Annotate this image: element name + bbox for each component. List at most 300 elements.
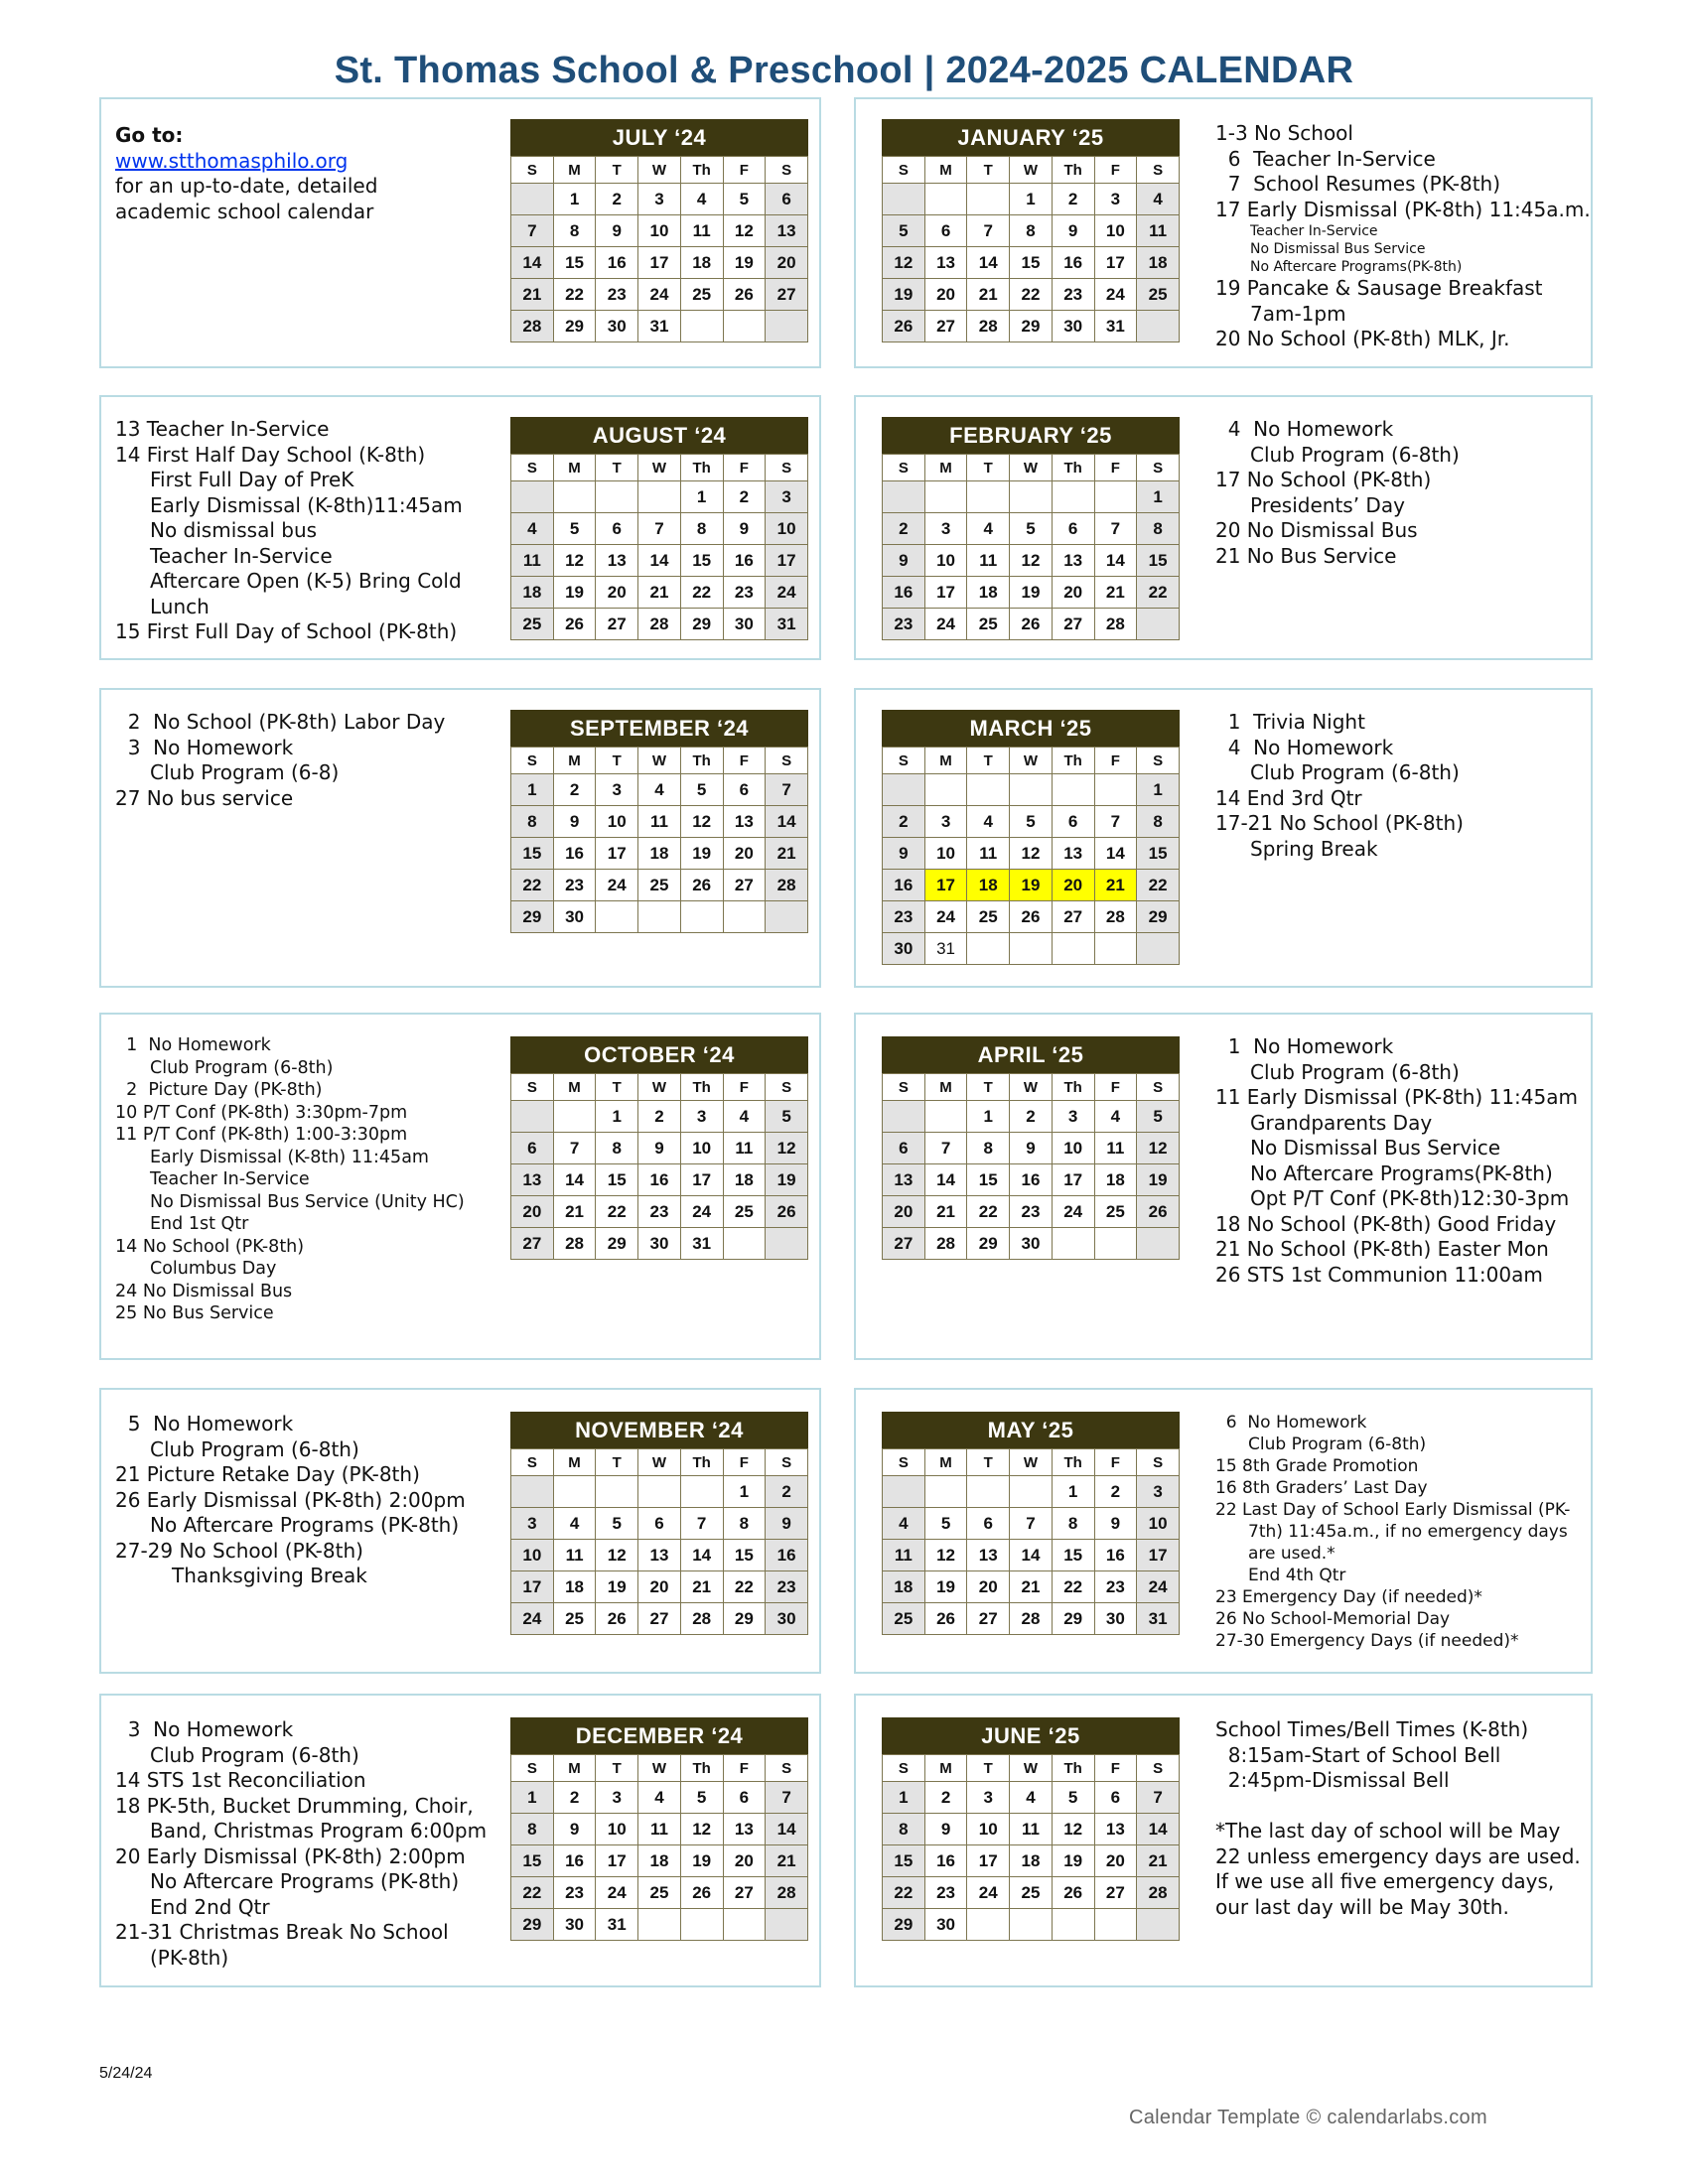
day-cell: 18 bbox=[967, 577, 1010, 609]
day-cell: 18 bbox=[883, 1571, 925, 1603]
note-line: our last day will be May 30th. bbox=[1215, 1894, 1509, 1919]
day-cell: 6 bbox=[1052, 806, 1094, 838]
day-cell: 28 bbox=[766, 1877, 808, 1909]
day-cell: 13 bbox=[883, 1164, 925, 1196]
day-cell: 11 bbox=[883, 1540, 925, 1571]
day-cell: 16 bbox=[638, 1164, 681, 1196]
day-cell: 6 bbox=[766, 184, 808, 215]
day-cell: 17 bbox=[638, 247, 681, 279]
day-cell: 27 bbox=[1052, 609, 1094, 640]
day-cell: 1 bbox=[967, 1101, 1010, 1133]
day-cell: 22 bbox=[723, 1571, 766, 1603]
day-cell: 12 bbox=[680, 806, 723, 838]
day-cell: 27 bbox=[1052, 901, 1094, 933]
note-line: 6 Teacher In-Service bbox=[1215, 146, 1436, 171]
weekday-header: F bbox=[1094, 157, 1137, 184]
calendar-grid bbox=[882, 747, 1180, 965]
weekday-header: F bbox=[723, 157, 766, 184]
empty-day-cell bbox=[1094, 481, 1137, 513]
day-cell: 2 bbox=[883, 513, 925, 545]
day-cell: 30 bbox=[1052, 311, 1094, 342]
note-line: 21 No Bus Service bbox=[1215, 543, 1397, 568]
day-cell: 28 bbox=[1010, 1603, 1053, 1635]
day-cell: 11 bbox=[638, 1814, 681, 1845]
day-cell: 4 bbox=[638, 774, 681, 806]
weekday-header: Th bbox=[1052, 1755, 1094, 1782]
empty-day-cell bbox=[1137, 1228, 1180, 1260]
day-cell: 10 bbox=[1052, 1133, 1094, 1164]
day-cell: 16 bbox=[553, 1845, 596, 1877]
day-cell: 19 bbox=[924, 1571, 967, 1603]
day-cell: 22 bbox=[553, 279, 596, 311]
day-cell: 28 bbox=[511, 311, 554, 342]
day-cell: 31 bbox=[1137, 1603, 1180, 1635]
day-cell: 29 bbox=[1010, 311, 1053, 342]
month-title: APRIL ‘25 bbox=[882, 1036, 1180, 1073]
empty-day-cell bbox=[680, 901, 723, 933]
day-cell: 12 bbox=[680, 1814, 723, 1845]
day-cell: 17 bbox=[967, 1845, 1010, 1877]
day-cell: 20 bbox=[883, 1196, 925, 1228]
weekday-header: F bbox=[723, 1755, 766, 1782]
day-cell: 23 bbox=[1010, 1196, 1053, 1228]
note-line: 7th) 11:45a.m., if no emergency days bbox=[1248, 1522, 1568, 1542]
empty-day-cell bbox=[723, 901, 766, 933]
day-cell: 17 bbox=[680, 1164, 723, 1196]
day-cell: 10 bbox=[511, 1540, 554, 1571]
note-line: 1 No Homework bbox=[1215, 1034, 1394, 1058]
may-box bbox=[854, 1388, 1593, 1674]
day-cell: 1 bbox=[596, 1101, 638, 1133]
day-cell: 1 bbox=[680, 481, 723, 513]
day-cell: 11 bbox=[680, 215, 723, 247]
day-cell: 10 bbox=[596, 806, 638, 838]
day-cell: 7 bbox=[766, 774, 808, 806]
day-cell: 12 bbox=[883, 247, 925, 279]
empty-day-cell bbox=[1052, 1909, 1094, 1941]
day-cell: 16 bbox=[883, 577, 925, 609]
day-cell: 25 bbox=[1094, 1196, 1137, 1228]
june-box bbox=[854, 1694, 1593, 1987]
note-line: 15 First Full Day of School (PK-8th) bbox=[115, 619, 458, 643]
note-line: Club Program (6-8th) bbox=[150, 1742, 359, 1767]
empty-day-cell bbox=[553, 1101, 596, 1133]
weekday-header: Th bbox=[1052, 1074, 1094, 1101]
note-line: 22 Last Day of School Early Dismissal (PK- bbox=[1215, 1500, 1571, 1520]
day-cell: 1 bbox=[1052, 1476, 1094, 1508]
day-cell: 2 bbox=[596, 184, 638, 215]
day-cell: 5 bbox=[766, 1101, 808, 1133]
day-cell: 4 bbox=[511, 513, 554, 545]
weekday-header: Th bbox=[680, 1074, 723, 1101]
school-website-link[interactable]: www.stthomasphilo.org bbox=[115, 148, 349, 173]
day-cell: 26 bbox=[1010, 609, 1053, 640]
day-cell: 27 bbox=[596, 609, 638, 640]
day-cell: 10 bbox=[1137, 1508, 1180, 1540]
day-cell: 4 bbox=[723, 1101, 766, 1133]
note-line: 13 Teacher In-Service bbox=[115, 417, 330, 441]
weekday-header: W bbox=[1010, 748, 1053, 774]
day-cell: 8 bbox=[1010, 215, 1053, 247]
weekday-header: T bbox=[596, 157, 638, 184]
day-cell: 7 bbox=[967, 215, 1010, 247]
note-line: 14 End 3rd Qtr bbox=[1215, 785, 1362, 810]
day-cell: 27 bbox=[1094, 1877, 1137, 1909]
day-cell: 18 bbox=[680, 247, 723, 279]
day-cell: 20 bbox=[511, 1196, 554, 1228]
day-cell: 23 bbox=[723, 577, 766, 609]
day-cell: 15 bbox=[1137, 545, 1180, 577]
day-cell: 9 bbox=[553, 806, 596, 838]
day-cell: 16 bbox=[723, 545, 766, 577]
note-line: 18 PK-5th, Bucket Drumming, Choir, bbox=[115, 1793, 474, 1818]
day-cell: 29 bbox=[883, 1909, 925, 1941]
day-cell: 5 bbox=[680, 774, 723, 806]
day-cell: 27 bbox=[723, 870, 766, 901]
day-cell: 28 bbox=[766, 870, 808, 901]
empty-day-cell bbox=[967, 933, 1010, 965]
day-cell: 30 bbox=[596, 311, 638, 342]
weekday-header: M bbox=[553, 455, 596, 481]
day-cell: 16 bbox=[596, 247, 638, 279]
day-cell: 26 bbox=[596, 1603, 638, 1635]
note-line: Early Dismissal (K-8th) 11:45am bbox=[150, 1147, 429, 1167]
month-calendar bbox=[510, 1036, 808, 1260]
note-line: Club Program (6-8th) bbox=[1250, 1059, 1460, 1084]
calendar-grid bbox=[882, 454, 1180, 640]
day-cell: 29 bbox=[596, 1228, 638, 1260]
empty-day-cell bbox=[967, 774, 1010, 806]
note-line: 7 School Resumes (PK-8th) bbox=[1215, 172, 1501, 196]
day-cell: 18 bbox=[1010, 1845, 1053, 1877]
day-cell: 6 bbox=[883, 1133, 925, 1164]
day-cell: 16 bbox=[553, 838, 596, 870]
day-cell: 14 bbox=[967, 247, 1010, 279]
empty-day-cell bbox=[553, 1476, 596, 1508]
note-line: 6 No Homework bbox=[1215, 1413, 1367, 1433]
weekday-header: M bbox=[924, 748, 967, 774]
empty-day-cell bbox=[511, 481, 554, 513]
note-line: 17 No School (PK-8th) bbox=[1215, 468, 1432, 491]
empty-day-cell bbox=[680, 311, 723, 342]
day-cell: 9 bbox=[1010, 1133, 1053, 1164]
weekday-header: M bbox=[924, 1074, 967, 1101]
note-line: 26 No School-Memorial Day bbox=[1215, 1609, 1451, 1629]
day-cell: 6 bbox=[924, 215, 967, 247]
day-cell: 30 bbox=[553, 901, 596, 933]
day-cell: 12 bbox=[766, 1133, 808, 1164]
empty-day-cell bbox=[1094, 1228, 1137, 1260]
weekday-header: F bbox=[723, 748, 766, 774]
day-cell: 31 bbox=[766, 609, 808, 640]
day-cell: 8 bbox=[680, 513, 723, 545]
weekday-header: S bbox=[766, 1449, 808, 1476]
note-line: Presidents’ Day bbox=[1250, 492, 1405, 517]
day-cell: 11 bbox=[967, 838, 1010, 870]
july-notes bbox=[115, 123, 463, 224]
day-cell: 25 bbox=[638, 1877, 681, 1909]
day-cell: 11 bbox=[1137, 215, 1180, 247]
empty-day-cell bbox=[1010, 1909, 1053, 1941]
note-line: 18 No School (PK-8th) Good Friday bbox=[1215, 1211, 1557, 1236]
day-cell: 28 bbox=[638, 609, 681, 640]
day-cell: 13 bbox=[638, 1540, 681, 1571]
day-cell: 27 bbox=[638, 1603, 681, 1635]
day-cell: 5 bbox=[883, 215, 925, 247]
note-line: 1 Trivia Night bbox=[1215, 710, 1365, 734]
note-line: Club Program (6-8th) bbox=[1250, 760, 1460, 784]
day-cell: 13 bbox=[723, 1814, 766, 1845]
day-cell: 24 bbox=[924, 609, 967, 640]
note-line: 8:15am-Start of School Bell bbox=[1215, 1742, 1501, 1767]
day-cell: 31 bbox=[924, 933, 967, 965]
weekday-header: S bbox=[766, 748, 808, 774]
day-cell: 20 bbox=[1052, 870, 1094, 901]
day-cell: 15 bbox=[553, 247, 596, 279]
day-cell: 25 bbox=[1010, 1877, 1053, 1909]
day-cell: 24 bbox=[680, 1196, 723, 1228]
day-cell: 14 bbox=[1137, 1814, 1180, 1845]
day-cell: 11 bbox=[511, 545, 554, 577]
day-cell: 12 bbox=[1010, 838, 1053, 870]
month-title: OCTOBER ‘24 bbox=[510, 1036, 808, 1073]
note-line: 21-31 Christmas Break No School bbox=[115, 1920, 449, 1944]
day-cell: 26 bbox=[766, 1196, 808, 1228]
day-cell: 28 bbox=[1137, 1877, 1180, 1909]
month-title: NOVEMBER ‘24 bbox=[510, 1412, 808, 1448]
day-cell: 20 bbox=[1094, 1845, 1137, 1877]
weekday-header: M bbox=[553, 748, 596, 774]
day-cell: 18 bbox=[723, 1164, 766, 1196]
day-cell: 29 bbox=[553, 311, 596, 342]
day-cell: 19 bbox=[553, 577, 596, 609]
day-cell: 14 bbox=[638, 545, 681, 577]
month-calendar bbox=[882, 417, 1180, 640]
day-cell: 9 bbox=[883, 545, 925, 577]
day-cell: 7 bbox=[766, 1782, 808, 1814]
day-cell: 23 bbox=[883, 609, 925, 640]
empty-day-cell bbox=[511, 1476, 554, 1508]
day-cell: 13 bbox=[723, 806, 766, 838]
day-cell: 2 bbox=[1010, 1101, 1053, 1133]
empty-day-cell bbox=[766, 311, 808, 342]
weekday-header: S bbox=[511, 1755, 554, 1782]
day-cell: 26 bbox=[680, 1877, 723, 1909]
day-cell: 29 bbox=[1052, 1603, 1094, 1635]
day-cell: 7 bbox=[638, 513, 681, 545]
day-cell: 13 bbox=[1052, 545, 1094, 577]
day-cell: 4 bbox=[967, 513, 1010, 545]
day-cell: 21 bbox=[924, 1196, 967, 1228]
day-cell: 23 bbox=[638, 1196, 681, 1228]
day-cell: 18 bbox=[511, 577, 554, 609]
note-line: 11 P/T Conf (PK-8th) 1:00-3:30pm bbox=[115, 1125, 408, 1145]
note-line: No Aftercare Programs (PK-8th) bbox=[150, 1513, 460, 1537]
empty-day-cell bbox=[883, 481, 925, 513]
weekday-header: W bbox=[1010, 157, 1053, 184]
month-calendar bbox=[882, 710, 1180, 965]
day-cell: 23 bbox=[1094, 1571, 1137, 1603]
day-cell: 7 bbox=[924, 1133, 967, 1164]
day-cell: 11 bbox=[638, 806, 681, 838]
note-line: No Aftercare Programs (PK-8th) bbox=[150, 1869, 460, 1893]
day-cell: 7 bbox=[1094, 806, 1137, 838]
day-cell: 17 bbox=[1052, 1164, 1094, 1196]
weekday-header: Th bbox=[680, 1755, 723, 1782]
note-line: 20 No Dismissal Bus bbox=[1215, 518, 1418, 542]
note-line: 10 P/T Conf (PK-8th) 3:30pm-7pm bbox=[115, 1102, 408, 1123]
note-line: 2:45pm-Dismissal Bell bbox=[1215, 1768, 1450, 1792]
day-cell: 12 bbox=[723, 215, 766, 247]
empty-day-cell bbox=[967, 1476, 1010, 1508]
day-cell: 18 bbox=[553, 1571, 596, 1603]
day-cell: 7 bbox=[553, 1133, 596, 1164]
empty-day-cell bbox=[1137, 609, 1180, 640]
day-cell: 19 bbox=[1137, 1164, 1180, 1196]
day-cell: 21 bbox=[1137, 1845, 1180, 1877]
day-cell: 2 bbox=[766, 1476, 808, 1508]
note-line: 17-21 No School (PK-8th) bbox=[1215, 811, 1464, 835]
day-cell: 24 bbox=[596, 1877, 638, 1909]
day-cell: 15 bbox=[596, 1164, 638, 1196]
day-cell: 21 bbox=[1010, 1571, 1053, 1603]
day-cell: 11 bbox=[553, 1540, 596, 1571]
note-line: 2 Picture Day (PK-8th) bbox=[115, 1080, 323, 1100]
month-calendar bbox=[882, 119, 1180, 342]
day-cell: 23 bbox=[924, 1877, 967, 1909]
calendar-grid bbox=[510, 1073, 808, 1260]
weekday-header: S bbox=[1137, 1074, 1180, 1101]
note-line: No dismissal bus bbox=[150, 518, 318, 542]
day-cell: 26 bbox=[924, 1603, 967, 1635]
day-cell: 12 bbox=[924, 1540, 967, 1571]
day-cell: 15 bbox=[511, 1845, 554, 1877]
day-cell: 5 bbox=[1137, 1101, 1180, 1133]
weekday-header: S bbox=[1137, 157, 1180, 184]
note-line: School Times/Bell Times (K-8th) bbox=[1215, 1717, 1529, 1741]
note-line: 26 STS 1st Communion 11:00am bbox=[1215, 1262, 1543, 1287]
weekday-header: S bbox=[766, 157, 808, 184]
note-line: Club Program (6-8th) bbox=[1248, 1434, 1427, 1454]
day-cell: 15 bbox=[883, 1845, 925, 1877]
note-line: 4 No Homework bbox=[1215, 735, 1394, 759]
day-cell: 31 bbox=[1094, 311, 1137, 342]
day-cell: 29 bbox=[511, 1909, 554, 1941]
month-calendar bbox=[882, 1717, 1180, 1941]
empty-day-cell bbox=[967, 1909, 1010, 1941]
weekday-header: S bbox=[883, 1074, 925, 1101]
march-box bbox=[854, 688, 1593, 988]
day-cell: 1 bbox=[1010, 184, 1053, 215]
note-line: End 4th Qtr bbox=[1248, 1566, 1346, 1585]
day-cell: 7 bbox=[1137, 1782, 1180, 1814]
empty-day-cell bbox=[723, 311, 766, 342]
weekday-header: W bbox=[638, 748, 681, 774]
month-calendar bbox=[510, 1412, 808, 1635]
day-cell: 25 bbox=[723, 1196, 766, 1228]
empty-day-cell bbox=[1094, 1909, 1137, 1941]
day-cell: 4 bbox=[680, 184, 723, 215]
day-cell: 22 bbox=[1010, 279, 1053, 311]
may-notes bbox=[1215, 1412, 1588, 1652]
empty-day-cell bbox=[924, 774, 967, 806]
calendar-grid bbox=[882, 1754, 1180, 1941]
day-cell: 21 bbox=[553, 1196, 596, 1228]
note-line: 27-29 No School (PK-8th) bbox=[115, 1538, 363, 1563]
day-cell: 23 bbox=[596, 279, 638, 311]
empty-day-cell bbox=[766, 1909, 808, 1941]
note-line: are used.* bbox=[1248, 1544, 1336, 1564]
day-cell: 29 bbox=[967, 1228, 1010, 1260]
weekday-header: Th bbox=[1052, 455, 1094, 481]
calendar-grid bbox=[510, 156, 808, 342]
day-cell: 4 bbox=[1094, 1101, 1137, 1133]
day-cell: 6 bbox=[723, 774, 766, 806]
weekday-header: W bbox=[638, 1755, 681, 1782]
note-line: 17 Early Dismissal (PK-8th) 11:45a.m. bbox=[1215, 197, 1591, 221]
note-line: 26 Early Dismissal (PK-8th) 2:00pm bbox=[115, 1487, 466, 1512]
empty-day-cell bbox=[967, 481, 1010, 513]
note-line: Columbus Day bbox=[150, 1259, 277, 1279]
day-cell: 21 bbox=[638, 577, 681, 609]
day-cell: 3 bbox=[680, 1101, 723, 1133]
day-cell: 26 bbox=[680, 870, 723, 901]
day-cell: 4 bbox=[1137, 184, 1180, 215]
empty-day-cell bbox=[1137, 933, 1180, 965]
day-cell: 6 bbox=[511, 1133, 554, 1164]
weekday-header: S bbox=[883, 748, 925, 774]
day-cell: 30 bbox=[723, 609, 766, 640]
day-cell: 15 bbox=[1010, 247, 1053, 279]
note-line: Teacher In-Service bbox=[1250, 223, 1378, 239]
note-line: 21 No School (PK-8th) Easter Mon bbox=[1215, 1237, 1549, 1261]
note-line: Lunch bbox=[150, 594, 210, 618]
note-line: 2 No School (PK-8th) Labor Day bbox=[115, 710, 446, 734]
day-cell: 2 bbox=[1094, 1476, 1137, 1508]
note-line: 19 Pancake & Sausage Breakfast bbox=[1215, 276, 1543, 300]
empty-day-cell bbox=[638, 1909, 681, 1941]
note-line: 14 First Half Day School (K-8th) bbox=[115, 442, 426, 467]
weekday-header: F bbox=[1094, 748, 1137, 774]
day-cell: 19 bbox=[1010, 870, 1053, 901]
day-cell: 17 bbox=[924, 870, 967, 901]
day-cell: 28 bbox=[553, 1228, 596, 1260]
day-cell: 4 bbox=[553, 1508, 596, 1540]
note-line: End 1st Qtr bbox=[150, 1214, 249, 1234]
calendar-grid bbox=[510, 747, 808, 933]
day-cell: 27 bbox=[967, 1603, 1010, 1635]
day-cell: 21 bbox=[1094, 870, 1137, 901]
weekday-header: S bbox=[883, 1449, 925, 1476]
day-cell: 8 bbox=[883, 1814, 925, 1845]
day-cell: 8 bbox=[596, 1133, 638, 1164]
day-cell: 20 bbox=[723, 838, 766, 870]
day-cell: 3 bbox=[766, 481, 808, 513]
day-cell: 15 bbox=[511, 838, 554, 870]
weekday-header: S bbox=[766, 1755, 808, 1782]
day-cell: 2 bbox=[553, 1782, 596, 1814]
day-cell: 10 bbox=[967, 1814, 1010, 1845]
empty-day-cell bbox=[883, 1101, 925, 1133]
day-cell: 9 bbox=[553, 1814, 596, 1845]
weekday-header: S bbox=[1137, 748, 1180, 774]
day-cell: 30 bbox=[553, 1909, 596, 1941]
empty-day-cell bbox=[638, 1476, 681, 1508]
day-cell: 15 bbox=[1137, 838, 1180, 870]
day-cell: 17 bbox=[924, 577, 967, 609]
day-cell: 19 bbox=[883, 279, 925, 311]
day-cell: 8 bbox=[967, 1133, 1010, 1164]
